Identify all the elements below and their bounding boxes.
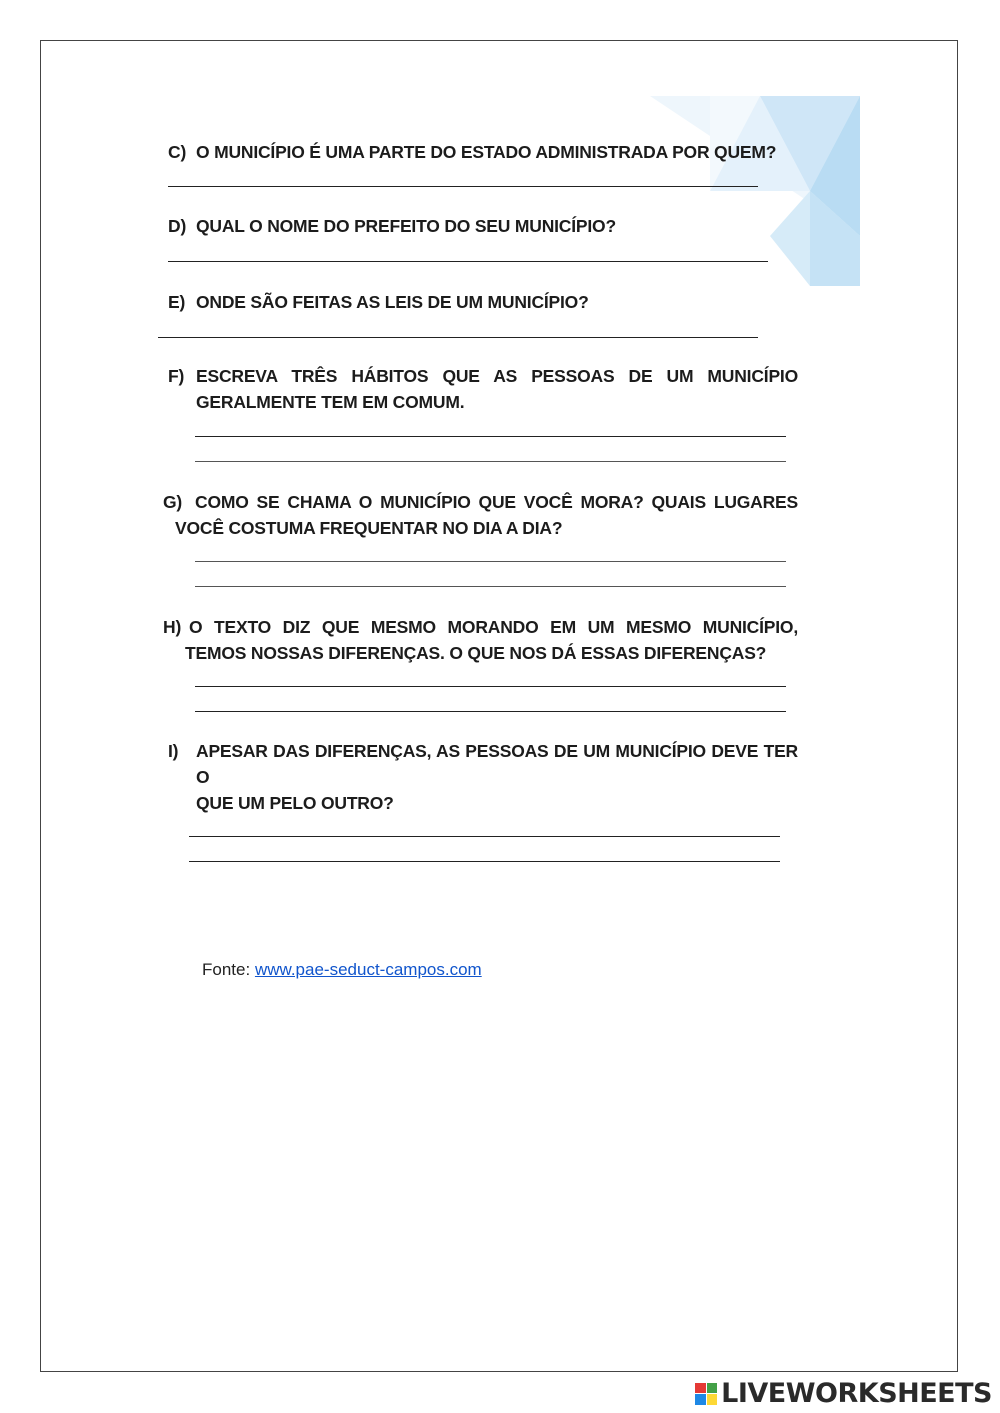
question-i-label: I) (168, 741, 179, 761)
answer-line-i-2[interactable] (189, 861, 780, 862)
answer-line-f-1[interactable] (195, 436, 786, 437)
answer-line-h-1[interactable] (195, 686, 786, 687)
question-g-line2: VOCÊ COSTUMA FREQUENTAR NO DIA A DIA? (175, 518, 563, 538)
answer-line-g-2[interactable] (195, 586, 786, 587)
source-citation (202, 960, 482, 980)
question-h (163, 614, 798, 666)
answer-line-d[interactable] (168, 261, 768, 262)
question-e-text: ONDE SÃO FEITAS AS LEIS DE UM MUNICÍPIO? (196, 292, 589, 312)
answer-line-g-1[interactable] (195, 561, 786, 562)
answer-line-c[interactable] (168, 186, 758, 187)
source-label: Fonte: (202, 960, 251, 979)
answer-line-h-2[interactable] (195, 711, 786, 712)
liveworksheets-logo-text: LIVEWORKSHEETS (721, 1378, 992, 1409)
question-e-label: E) (168, 292, 186, 312)
source-link[interactable]: www.pae-seduct-campos.com (254, 960, 482, 979)
question-g (163, 489, 798, 541)
answer-line-i-1[interactable] (189, 836, 780, 837)
question-h-label: H) (163, 617, 182, 637)
question-g-line1: COMO SE CHAMA O MUNICÍPIO QUE VOCÊ MORA? QUAIS LUGARES (195, 492, 798, 512)
question-h-line2: TEMOS NOSSAS DIFERENÇAS. O QUE NOS DÁ ESSAS DIFERENÇAS? (185, 643, 767, 663)
liveworksheets-logo-icon (695, 1383, 717, 1405)
question-f-line2: GERALMENTE TEM EM COMUM. (196, 392, 465, 412)
answer-line-e[interactable] (158, 337, 758, 338)
liveworksheets-logo[interactable] (695, 1378, 992, 1409)
question-i-line2: QUE UM PELO OUTRO? (196, 793, 394, 813)
question-f (168, 363, 798, 415)
question-f-line1: ESCREVA TRÊS HÁBITOS QUE AS PESSOAS DE UM MUNICÍPIO (196, 366, 798, 386)
question-h-line1: O TEXTO DIZ QUE MESMO MORANDO EM UM MESMO MUNICÍPIO, (189, 617, 798, 637)
question-d-text: QUAL O NOME DO PREFEITO DO SEU MUNICÍPIO? (196, 216, 616, 236)
answer-line-f-2[interactable] (195, 461, 786, 462)
question-i (168, 738, 798, 816)
decorative-triangles-graphic (650, 96, 860, 286)
question-f-label: F) (168, 366, 185, 386)
question-c (168, 139, 808, 165)
question-d-label: D) (168, 216, 187, 236)
question-c-label: C) (168, 142, 187, 162)
question-d (168, 213, 808, 239)
question-c-text: O MUNICÍPIO É UMA PARTE DO ESTADO ADMINISTRADA POR QUEM? (196, 142, 777, 162)
question-e (168, 289, 808, 315)
question-i-line1: APESAR DAS DIFERENÇAS, AS PESSOAS DE UM MUNICÍPIO DEVE TER O (196, 741, 798, 787)
question-g-label: G) (163, 492, 183, 512)
